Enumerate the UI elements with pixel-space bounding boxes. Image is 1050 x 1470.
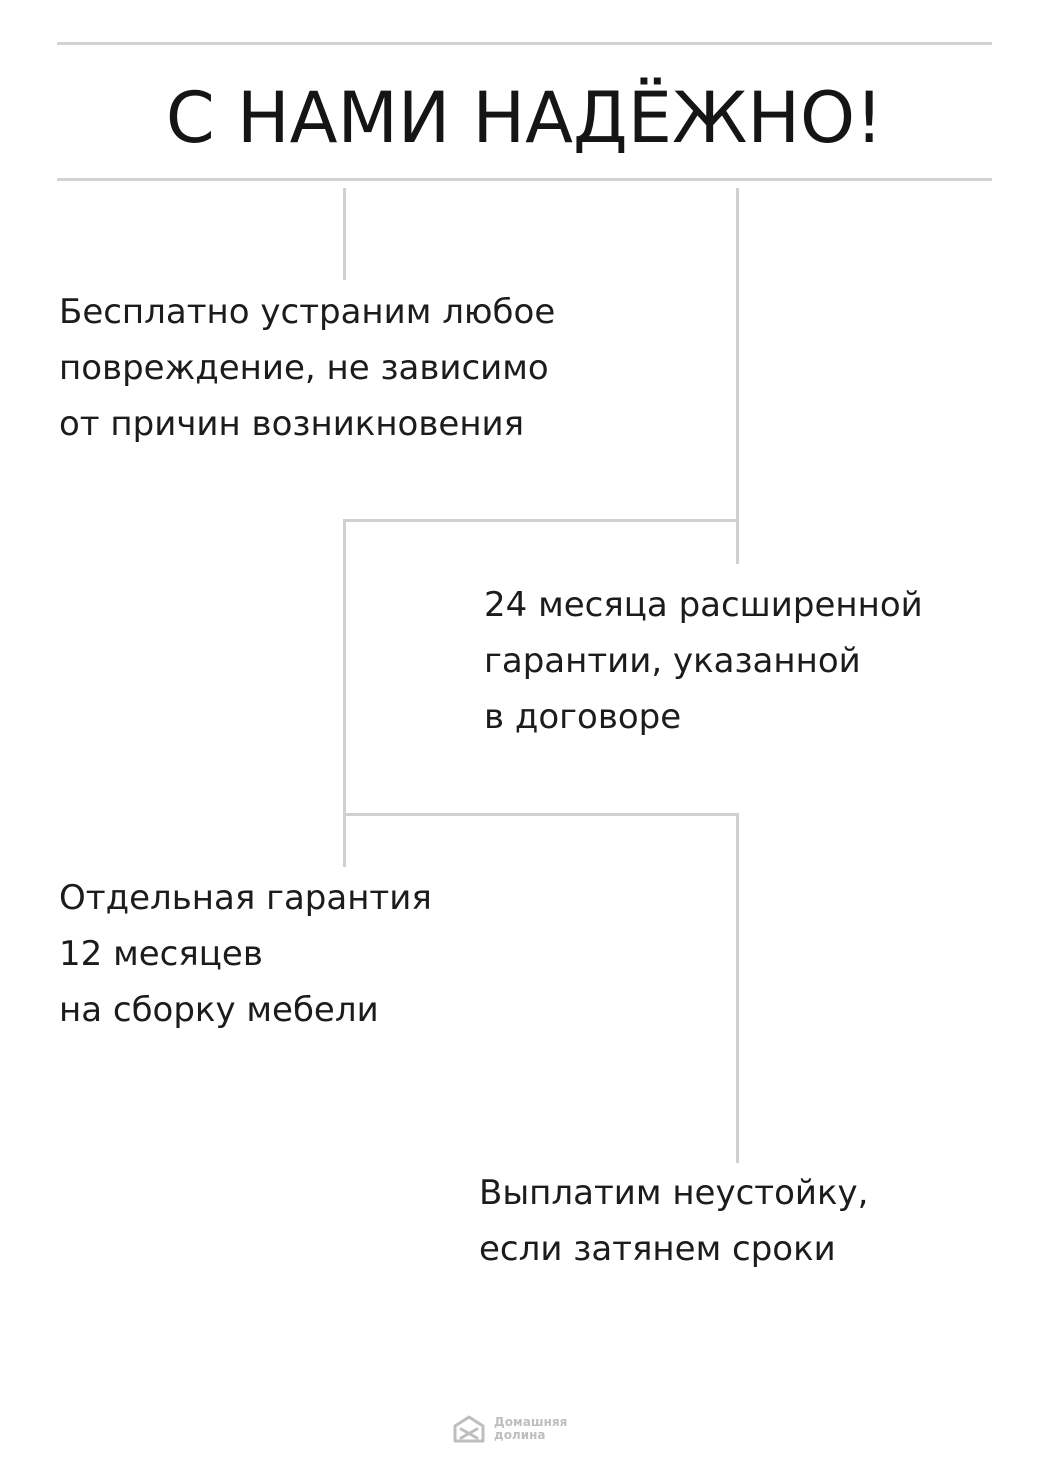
bottom-divider	[57, 178, 992, 181]
connector-line	[343, 188, 346, 280]
connector-line	[736, 813, 739, 1163]
house-box-icon	[452, 1414, 486, 1444]
benefit-text-line: 24 месяца расширенной	[484, 585, 923, 625]
benefit-text-line: если затянем сроки	[479, 1229, 836, 1269]
benefit-assembly-warranty	[59, 870, 432, 1038]
benefit-free-repair	[59, 284, 555, 452]
benefit-text-line: гарантии, указанной	[484, 641, 861, 681]
benefit-extended-warranty	[484, 577, 923, 745]
brand-name-line: Домашняя	[494, 1415, 568, 1429]
benefit-text-line: 12 месяцев	[59, 934, 263, 974]
connector-line	[343, 519, 739, 522]
brand-name	[494, 1416, 567, 1442]
benefit-penalty	[479, 1165, 868, 1277]
benefit-text-line: от причин возникновения	[59, 404, 525, 444]
benefit-text-line: повреждение, не зависимо	[59, 348, 549, 388]
connector-line	[736, 188, 739, 564]
top-divider	[57, 42, 992, 45]
benefit-text-line: Выплатим неустойку,	[479, 1173, 869, 1213]
connector-line	[343, 813, 739, 816]
benefit-text-line: Бесплатно устраним любое	[59, 292, 556, 332]
page-title: С НАМИ НАДЁЖНО!	[165, 77, 884, 159]
brand-logo	[452, 1414, 567, 1444]
brand-name-line: долина	[494, 1428, 546, 1442]
benefit-text-line: на сборку мебели	[59, 990, 379, 1030]
benefit-text-line: в договоре	[484, 697, 682, 737]
benefit-text-line: Отдельная гарантия	[59, 878, 432, 918]
